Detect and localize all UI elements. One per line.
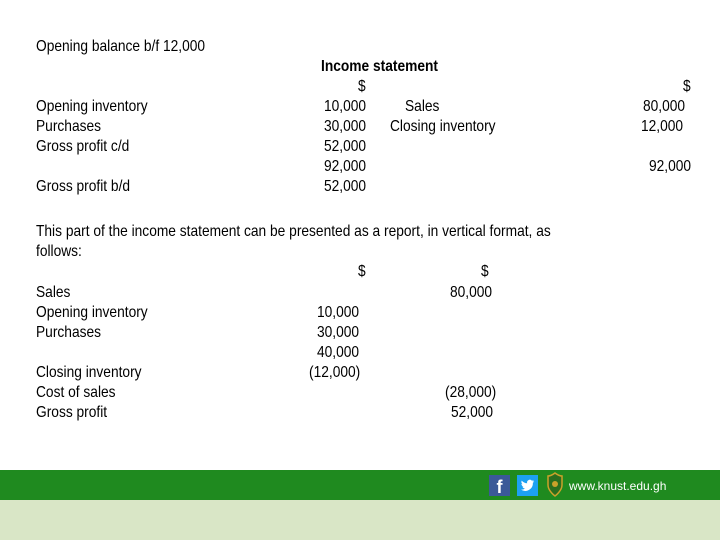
currency-right: $ bbox=[683, 78, 691, 95]
gross-profit-bd-amount: 52,000 bbox=[324, 178, 367, 195]
credit-amount-closing-inventory: 12,000 bbox=[641, 118, 684, 135]
vertical-label-opening-inventory: Opening inventory bbox=[36, 304, 148, 321]
crest-icon bbox=[546, 472, 564, 498]
vertical-label-sales: Sales bbox=[36, 284, 71, 301]
vertical-col2-gross-profit: 52,000 bbox=[451, 404, 494, 421]
vertical-col2-sales: 80,000 bbox=[450, 284, 493, 301]
vertical-col1-purchases: 30,000 bbox=[317, 324, 360, 341]
vertical-col2-cost-of-sales: (28,000) bbox=[445, 384, 497, 401]
credit-label-sales: Sales bbox=[405, 98, 440, 115]
facebook-icon[interactable]: f bbox=[489, 475, 510, 496]
twitter-icon[interactable] bbox=[517, 475, 538, 496]
opening-balance: Opening balance b/f 12,000 bbox=[36, 38, 206, 55]
paragraph-line-1: This part of the income statement can be presented as a report, in vertical format, as bbox=[36, 223, 551, 240]
debit-amount-purchases: 30,000 bbox=[324, 118, 367, 135]
paragraph-line-2: follows: bbox=[36, 243, 82, 260]
vertical-label-closing-inventory: Closing inventory bbox=[36, 364, 142, 381]
vertical-col1-closing-inventory: (12,000) bbox=[309, 364, 361, 381]
vertical-label-cost-of-sales: Cost of sales bbox=[36, 384, 116, 401]
gross-profit-bd-label: Gross profit b/d bbox=[36, 178, 131, 195]
debit-label-gross-profit-cd: Gross profit c/d bbox=[36, 138, 130, 155]
currency-left: $ bbox=[358, 78, 366, 95]
vertical-col1-subtotal: 40,000 bbox=[317, 344, 360, 361]
vertical-label-purchases: Purchases bbox=[36, 324, 102, 341]
credit-label-closing-inventory: Closing inventory bbox=[390, 118, 496, 135]
vertical-label-gross-profit: Gross profit bbox=[36, 404, 108, 421]
footer-bottom-band bbox=[0, 500, 720, 540]
debit-label-purchases: Purchases bbox=[36, 118, 102, 135]
income-statement-title: Income statement bbox=[321, 58, 439, 75]
total-right: 92,000 bbox=[649, 158, 692, 175]
website-url[interactable]: www.knust.edu.gh bbox=[569, 479, 667, 493]
vertical-currency-col1: $ bbox=[358, 263, 366, 280]
debit-amount-opening-inventory: 10,000 bbox=[324, 98, 367, 115]
credit-amount-sales: 80,000 bbox=[643, 98, 686, 115]
debit-label-opening-inventory: Opening inventory bbox=[36, 98, 148, 115]
vertical-col1-opening-inventory: 10,000 bbox=[317, 304, 360, 321]
debit-amount-gross-profit-cd: 52,000 bbox=[324, 138, 367, 155]
total-left: 92,000 bbox=[324, 158, 367, 175]
vertical-currency-col2: $ bbox=[481, 263, 489, 280]
